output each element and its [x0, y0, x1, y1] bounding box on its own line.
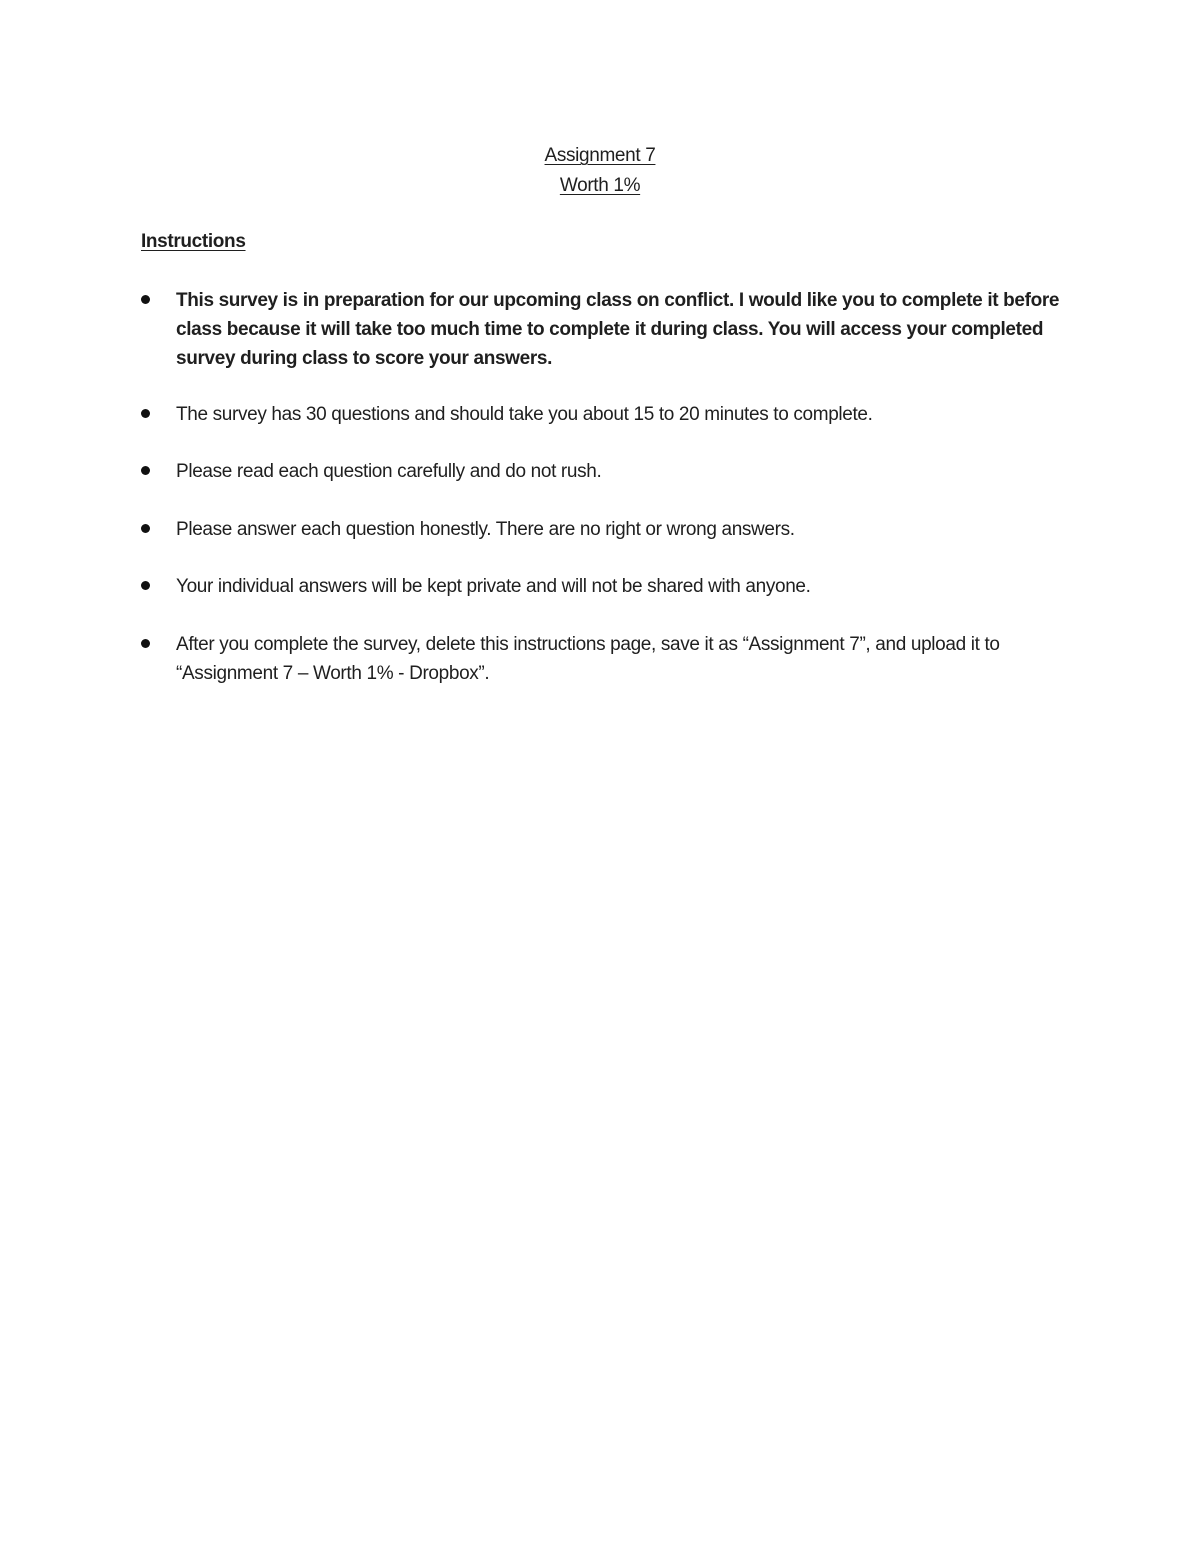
instructions-heading: Instructions: [141, 231, 246, 252]
bullet-icon: [141, 524, 150, 533]
title-line: [0, 141, 1200, 171]
document-subtitle: Worth 1%: [559, 175, 641, 196]
document-title: Assignment 7: [544, 145, 656, 166]
list-item-text: Please read each question carefully and do not rush.: [176, 461, 602, 482]
bullet-icon: [141, 581, 150, 590]
bullet-icon: [141, 295, 150, 304]
subtitle-line: [0, 171, 1200, 201]
bullet-icon: [141, 466, 150, 475]
list-item-text: Your individual answers will be kept private and will not be shared with anyone.: [176, 576, 811, 597]
list-item-text: This survey is in preparation for our upcoming class on conflict. I would like you to complete it before class because it will take too much time to complete it during class. You will access your completed survey during class to score your answers.: [176, 290, 1060, 369]
bullet-icon: [141, 409, 150, 418]
document-header: [0, 141, 1200, 201]
list-item-text: Please answer each question honestly. There are no right or wrong answers.: [176, 519, 795, 540]
list-item-text: After you complete the survey, delete this instructions page, save it as “Assignment 7”, and upload it to “Assignment 7 – Worth 1% - Dropbox”.: [176, 634, 1000, 684]
bullet-icon: [141, 639, 150, 648]
list-item-text: The survey has 30 questions and should take you about 15 to 20 minutes to complete.: [176, 404, 873, 425]
